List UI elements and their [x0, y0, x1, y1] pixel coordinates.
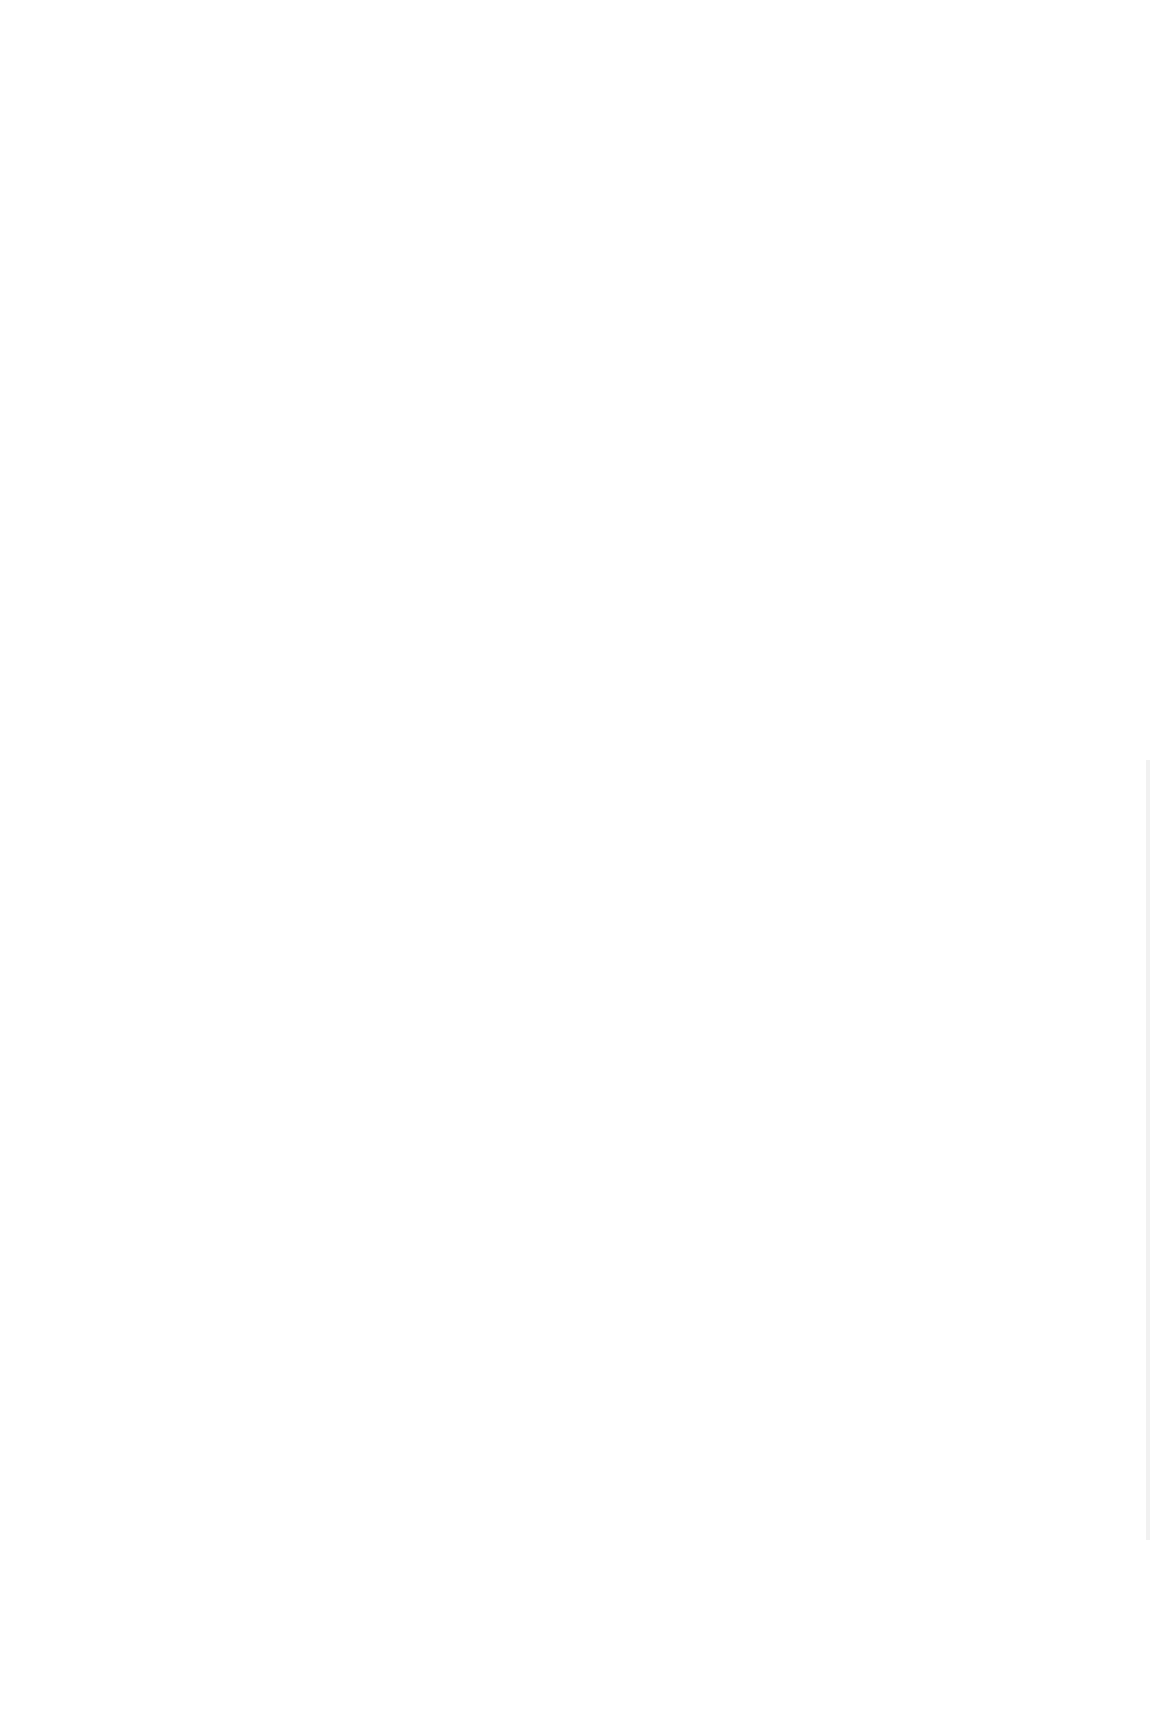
- menu-item: [204, 536, 974, 586]
- menu-item: [204, 386, 974, 436]
- menu-item: [204, 461, 974, 511]
- top-wave-pattern: [0, 0, 1160, 230]
- menu-item: [204, 611, 974, 661]
- signature-item: [274, 1043, 974, 1093]
- signature-item: [274, 1193, 974, 1243]
- menu-item: [204, 686, 974, 736]
- signature-item: [274, 1343, 974, 1393]
- signature-item: [274, 1118, 974, 1168]
- bottom-wave-pattern: [0, 1595, 1160, 1723]
- page-edge-shadow: [1146, 760, 1150, 1540]
- raw-bar-list: [204, 386, 974, 761]
- signature-item: [274, 1268, 974, 1318]
- signature-item: [274, 968, 974, 1018]
- signature-list: [274, 968, 974, 1418]
